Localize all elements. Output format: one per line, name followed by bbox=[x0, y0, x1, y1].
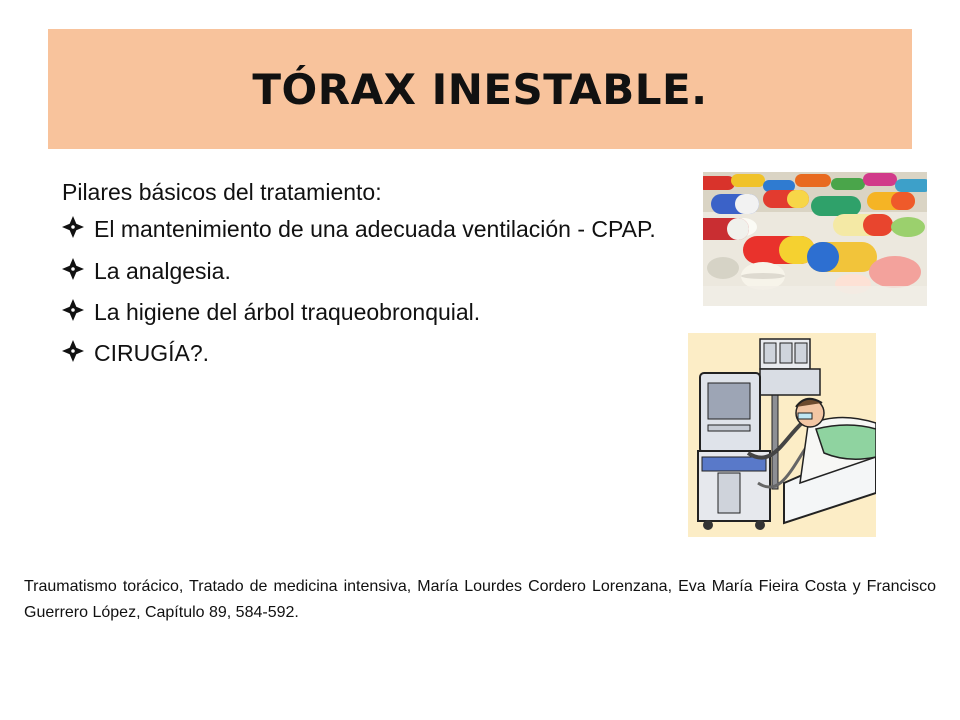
four-petal-diamond-icon bbox=[62, 258, 84, 280]
four-petal-diamond-icon bbox=[62, 216, 84, 238]
bullet-item bbox=[62, 213, 722, 246]
pills-photo bbox=[703, 172, 927, 306]
bullet-text: CIRUGÍA?. bbox=[94, 340, 210, 367]
reference-citation: Traumatismo torácico, Tratado de medicina intensiva, María Lourdes Cordero Lorenzana, Eva María Fieira Costa y Francisco Guerrero López, Capítulo 89, 584-592. bbox=[24, 578, 936, 621]
pills-graphic bbox=[703, 172, 927, 306]
slide-title: TÓRAX INESTABLE. bbox=[252, 64, 708, 114]
bullet-item bbox=[62, 296, 722, 329]
bullet-item bbox=[62, 255, 722, 288]
four-petal-diamond-icon bbox=[62, 340, 84, 362]
bullet-text: El mantenimiento de una adecuada ventilación - CPAP. bbox=[94, 216, 656, 243]
bullet-list bbox=[62, 213, 722, 370]
intro-text: Pilares básicos del tratamiento: bbox=[62, 179, 382, 205]
bullet-text: La analgesia. bbox=[94, 257, 231, 284]
ventilator-patient-illustration bbox=[688, 333, 876, 537]
slide-content bbox=[62, 176, 722, 379]
bullet-text: La higiene del árbol traqueobronquial. bbox=[94, 299, 481, 326]
title-band bbox=[48, 29, 912, 149]
four-petal-diamond-icon bbox=[62, 299, 84, 321]
bullet-item bbox=[62, 337, 722, 370]
ventilator-graphic bbox=[688, 333, 876, 537]
